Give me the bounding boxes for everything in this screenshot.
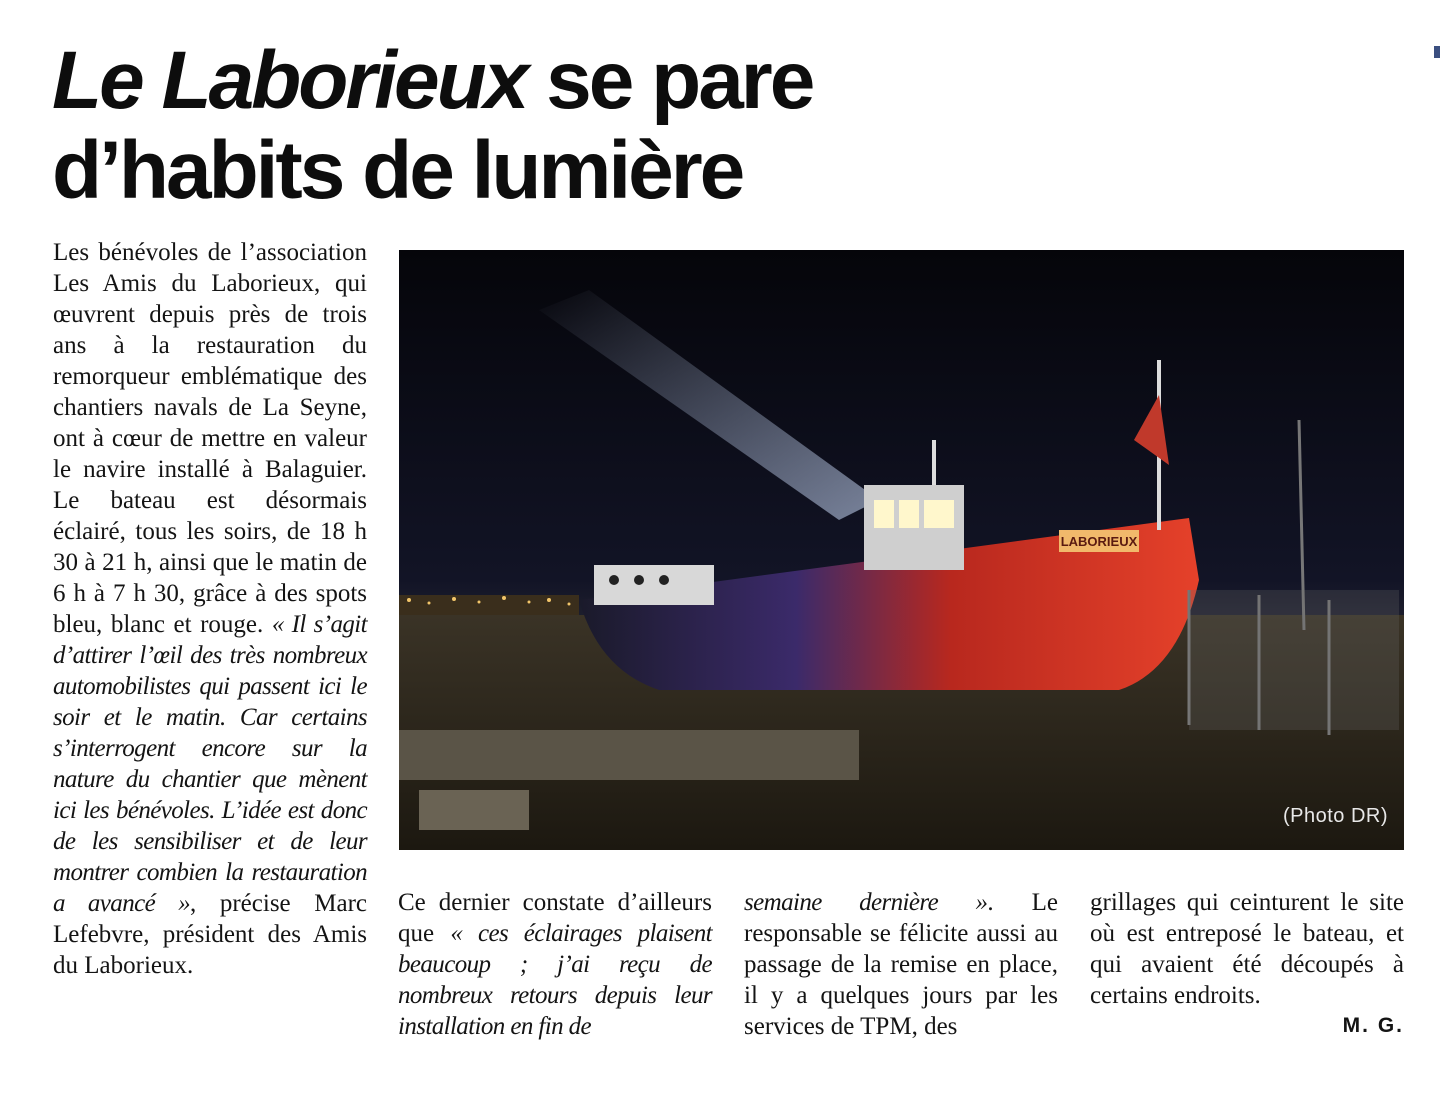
article-title xyxy=(52,36,952,216)
title-line2: d’habits de lumière xyxy=(52,125,743,216)
col2-intro: Ce dernier constate d’ailleurs que xyxy=(398,889,712,947)
article-author: M. G. xyxy=(1342,1014,1404,1037)
title-italic: Le Laborieux xyxy=(52,35,527,126)
boat-deckhouse xyxy=(594,565,714,605)
col1-quote: « Il s’agit d’attirer l’œil des très nombreux automobilistes qui passent ici le soir et le matin. Car certains s’interrogent encore sur la nature du chantier que mènent ici les bénévoles. L’idée est donc de les sensibiliser et de leur montrer combien la restauration a avancé » xyxy=(53,611,368,917)
col3-text: . Le responsable se félicite aussi au passage de la remise en place, il y a quelques jours par les services de TPM, des xyxy=(744,889,1059,1040)
page-edge-mark xyxy=(1434,46,1440,58)
photo-credit: (Photo DR) xyxy=(1282,805,1388,827)
fence-mesh xyxy=(1189,590,1399,730)
night-boat-illustration xyxy=(399,250,1404,850)
boat-name: LABORIEUX xyxy=(1060,534,1138,549)
article-column-4 xyxy=(1090,887,1404,1011)
col4-text: grillages qui ceinturent le site où est entreposé le bateau, et qui avaient été découpés à certains endroits. xyxy=(1090,889,1404,1009)
col3-quote: semaine dernière » xyxy=(744,889,988,916)
title-rest: se pare xyxy=(526,35,813,126)
boat-mast xyxy=(932,440,936,485)
concrete-block xyxy=(419,790,529,830)
col1-text: Les bénévoles de l’association Les Amis du Laborieux, qui œuvrent depuis près de trois ans à la restauration du remorqueur emblématique des chantiers navals de La Seyne, ont à cœur de mettre en valeur le navire installé à Balaguier. Le bateau est désormais éclairé, tous les soirs, de 18 h 30 à 21 h, ainsi que le matin de 6 h à 7 h 30, grâce à des spots bleu, blanc et rouge. xyxy=(53,239,367,638)
boat-photo xyxy=(399,250,1404,850)
distant-city-lights xyxy=(399,595,579,615)
col2-quote: « ces éclairages plaisent beaucoup ; j’ai reçu de nombreux retours depuis leur installation en fin de xyxy=(398,920,712,1040)
col1-tail: , précise Marc Lefebvre, président des Amis du Laborieux. xyxy=(53,890,367,979)
article-column-3 xyxy=(744,887,1058,1042)
article-column-1 xyxy=(53,237,367,981)
concrete-slab xyxy=(399,730,859,780)
article-column-2 xyxy=(398,887,712,1042)
